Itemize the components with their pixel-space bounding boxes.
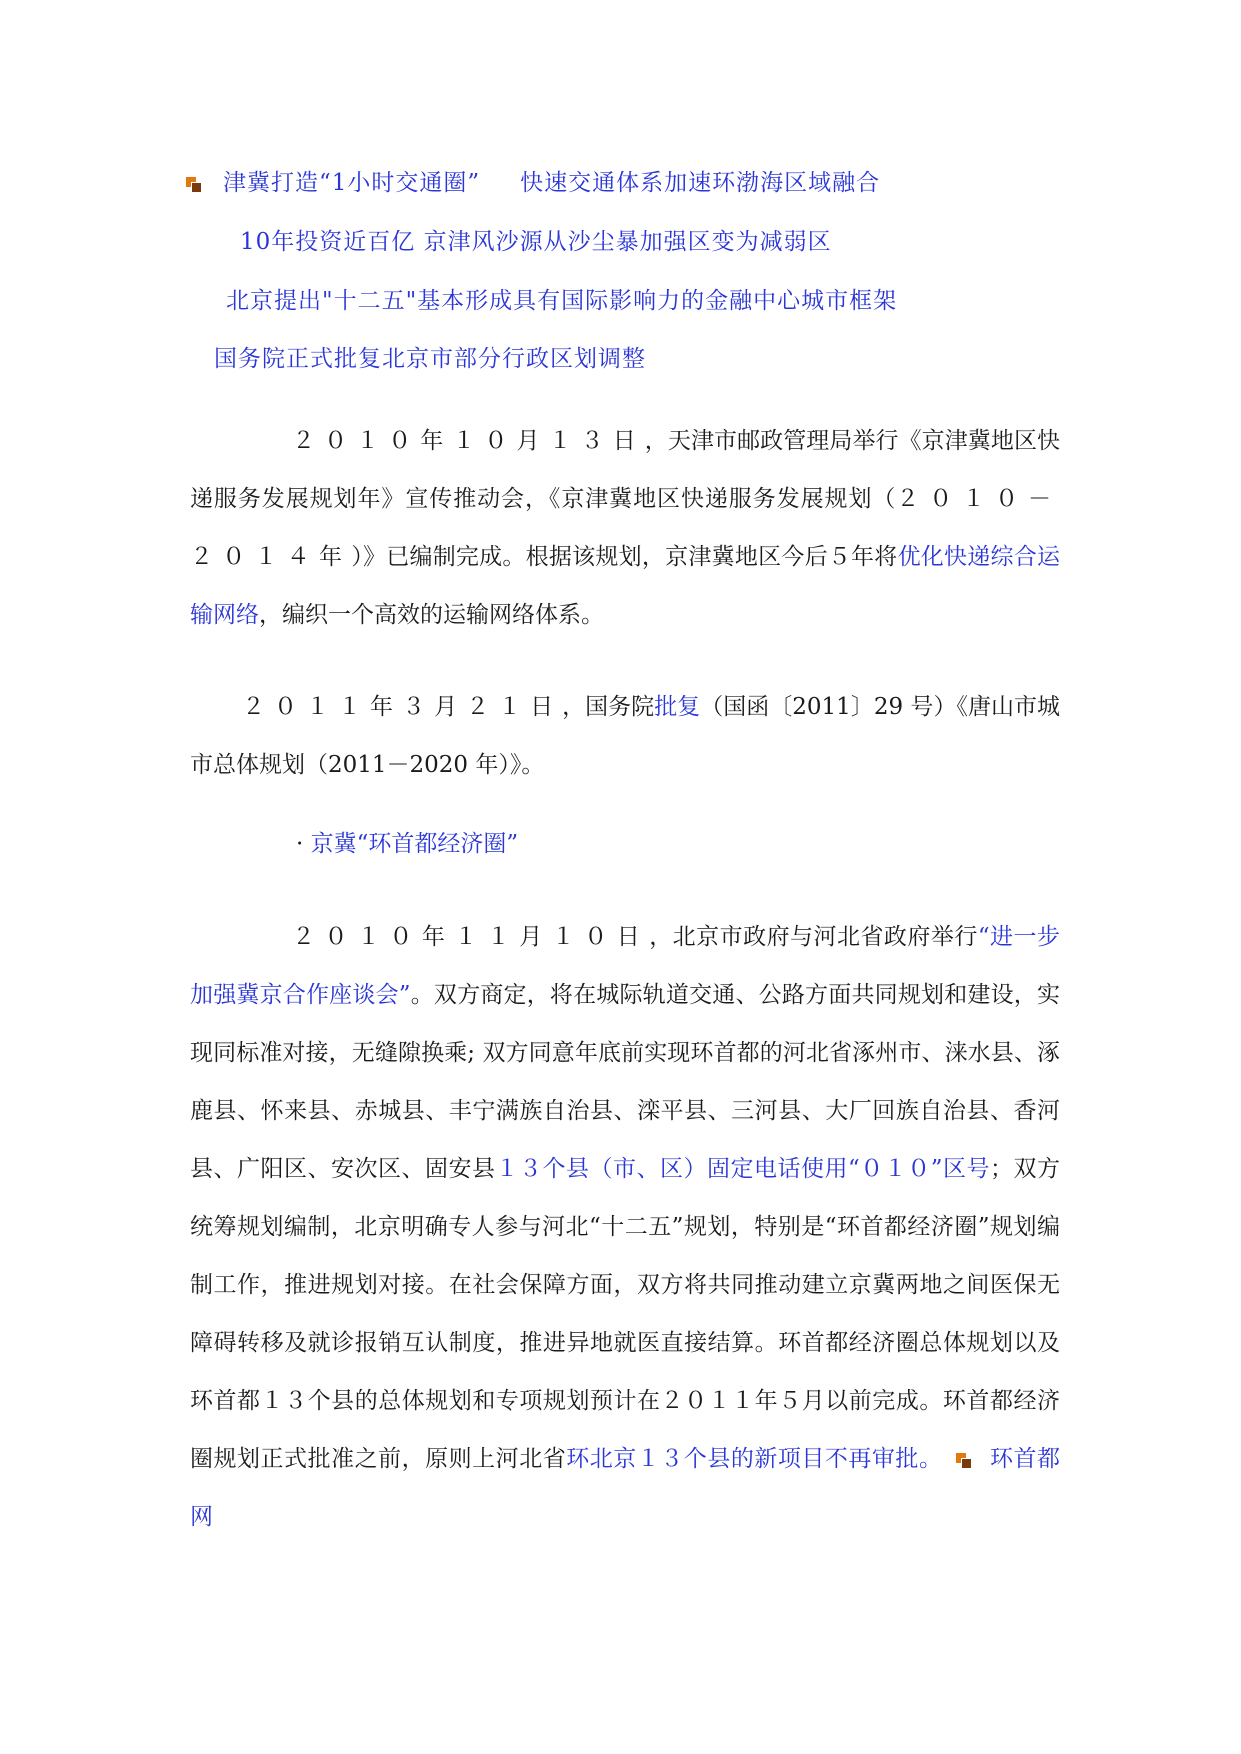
p2-date: ２０１１年３月２１日 [242,694,563,720]
paragraph-1 [190,412,1060,644]
p3-text-a: ，北京市政府与河北省政府举行 [649,924,978,950]
p3-text-c: ；双方统筹规划编制，北京明确专人参与河北“十二五”规划，特别是“环首都经济圈”规划编制工作，推进规划对接。在社会保障方面，双方将共同推动建立京冀两地之间医保无障碍转移及就诊报销互认制度，推进异地就医直接结算。环首都经济圈总体规划以及环首都１３个县的总体规划和专项规划预计在２０１１年５月以前完成。环首都经济圈规划正式批准之前，原则上河北省 [190,1156,1060,1472]
bullet-item [296,825,518,858]
headline-1-part-b[interactable]: 快速交通体系加速环渤海区域融合 [520,170,881,196]
p1-text-a: ，天津市邮政管理局举行《京津冀地区快递服务发展规划年》宣传推动会，《京津冀地区快递服务发展规划（ [190,428,1061,512]
p1-text-c: ，编织一个高效的运输网络体系。 [259,602,604,628]
headline-1-part-a[interactable]: 津冀打造“1小时交通圈” [223,170,481,196]
p1-text-b: ）》已编制完成。根据该规划，京津冀地区今后５年将 [351,544,898,570]
news-bullet-icon [956,1453,971,1468]
paragraph-2 [190,678,1060,794]
p2-link[interactable]: 批复 [654,694,701,720]
headline-2[interactable]: 10年投资近百亿 京津风沙源从沙尘暴加强区变为减弱区 [240,229,832,255]
headline-4[interactable]: 国务院正式批复北京市部分行政区划调整 [214,346,646,372]
p1-date: ２０１０年１０月１３日 [292,428,645,454]
bullet-dot: · [296,831,304,857]
p3-text-b: 。双方商定，将在城际轨道交通、公路方面共同规划和建设，实现同标准对接，无缝隙换乘; 双方同意年底前实现环首都的河北省涿州市、涞水县、涿鹿县、怀来县、赤城县、丰宁满族自治县、滦平县、三河县、大厂回族自治县、香河县、广阳区、安次区、固安县 [190,982,1061,1182]
p3-link-2[interactable]: １３个县（市、区）固定电话使用“０１０”区号 [495,1156,990,1182]
p1-link[interactable]: 优化快递综合运输网络 [190,544,1061,628]
paragraph-3 [190,908,1060,1546]
p1-range: ２０１０－２０１４年 [190,486,1061,570]
p2-text-a: ，国务院 [562,694,655,720]
news-bullet-icon [186,177,201,192]
headline-3[interactable]: 北京提出"十二五"基本形成具有国际影响力的金融中心城市框架 [226,288,898,314]
bullet-link[interactable]: 京冀“环首都经济圈” [310,831,519,857]
p3-link-3[interactable]: 环北京１３个县的新项目不再审批。 [566,1446,943,1472]
p2-text-b: （国函〔2011〕29 号）《唐山市城市总体规划（2011－2020 年）》。 [190,694,1061,778]
p3-link-1[interactable]: “进一步加强冀京合作座谈会” [190,924,1061,1008]
p3-date: ２０１０年１１月１０日 [292,924,650,950]
headline-1[interactable] [186,164,880,197]
p3-tail-link[interactable]: 环首都网 [190,1446,1061,1530]
